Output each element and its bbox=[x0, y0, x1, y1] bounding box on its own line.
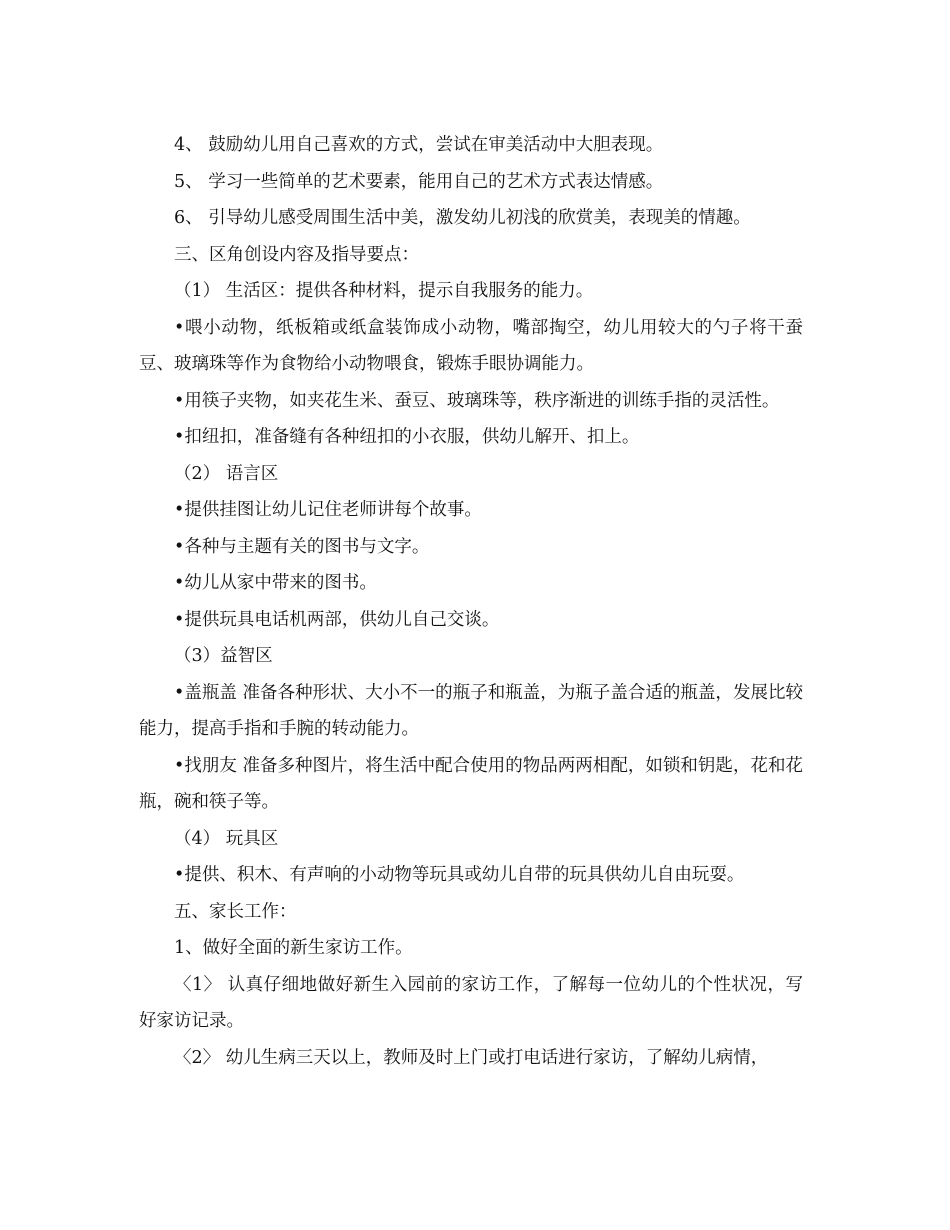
paragraph-visit-item-2: 〈2〉 幼儿生病三天以上，教师及时上门或打电话进行家访，了解幼儿病情， bbox=[174, 1047, 769, 1068]
section-heading-parent-work: 五、家长工作： bbox=[174, 901, 297, 922]
paragraph-goal-6: 6、 引导幼儿感受周围生活中美，激发幼儿初浅的欣赏美，表现美的情趣。 bbox=[174, 208, 751, 228]
bullet-wall-charts: •提供挂图让幼儿记住老师讲每个故事。 bbox=[174, 500, 482, 520]
paragraph-home-visits: 1、做好全面的新生家访工作。 bbox=[174, 938, 413, 958]
subheading-language-area: （2） 语言区 bbox=[174, 463, 279, 484]
document-body bbox=[139, 127, 803, 1076]
bullet-home-books: •幼儿从家中带来的图书。 bbox=[174, 573, 377, 593]
section-heading-area-setup: 三、区角创设内容及指导要点： bbox=[174, 244, 419, 265]
bullet-theme-books: •各种与主题有关的图书与文字。 bbox=[174, 536, 430, 557]
subheading-toy-area: （4） 玩具区 bbox=[174, 828, 279, 849]
bullet-find-friends: •找朋友 准备多种图片，将生活中配合使用的物品两两相配，如锁和钥匙，花和花瓶，碗和筷子等。 bbox=[139, 755, 803, 812]
bullet-feed-animals: •喂小动物，纸板箱或纸盒装饰成小动物，嘴部掏空，幼儿用较大的勺子将干蚕豆、玻璃珠等作为食物给小动物喂食，锻炼手眼协调能力。 bbox=[139, 317, 803, 374]
bullet-chopsticks: •用筷子夹物，如夹花生米、蚕豆、玻璃珠等，秩序渐进的训练手指的灵活性。 bbox=[174, 390, 780, 411]
bullet-blocks-toys: •提供、积木、有声响的小动物等玩具或幼儿自带的玩具供幼儿自由玩耍。 bbox=[174, 865, 745, 885]
paragraph-goal-4: 4、 鼓励幼儿用自己喜欢的方式，尝试在审美活动中大胆表现。 bbox=[174, 135, 664, 155]
subheading-puzzle-area: （3）益智区 bbox=[174, 646, 273, 666]
bullet-bottle-caps: •盖瓶盖 准备各种形状、大小不一的瓶子和瓶盖，为瓶子盖合适的瓶盖，发展比较能力，提高手指和手腕的转动能力。 bbox=[139, 682, 803, 739]
subheading-life-area: （1） 生活区：提供各种材料，提示自我服务的能力。 bbox=[174, 281, 594, 301]
paragraph-visit-item-1: 〈1〉 认真仔细地做好新生入园前的家访工作，了解每一位幼儿的个性状况，写好家访记录。 bbox=[139, 974, 803, 1031]
bullet-buttons: •扣纽扣，准备缝有各种纽扣的小衣服，供幼儿解开、扣上。 bbox=[174, 427, 640, 447]
paragraph-goal-5: 5、 学习一些简单的艺术要素，能用自己的艺术方式表达情感。 bbox=[174, 171, 664, 192]
bullet-toy-phones: •提供玩具电话机两部，供幼儿自己交谈。 bbox=[174, 609, 500, 630]
